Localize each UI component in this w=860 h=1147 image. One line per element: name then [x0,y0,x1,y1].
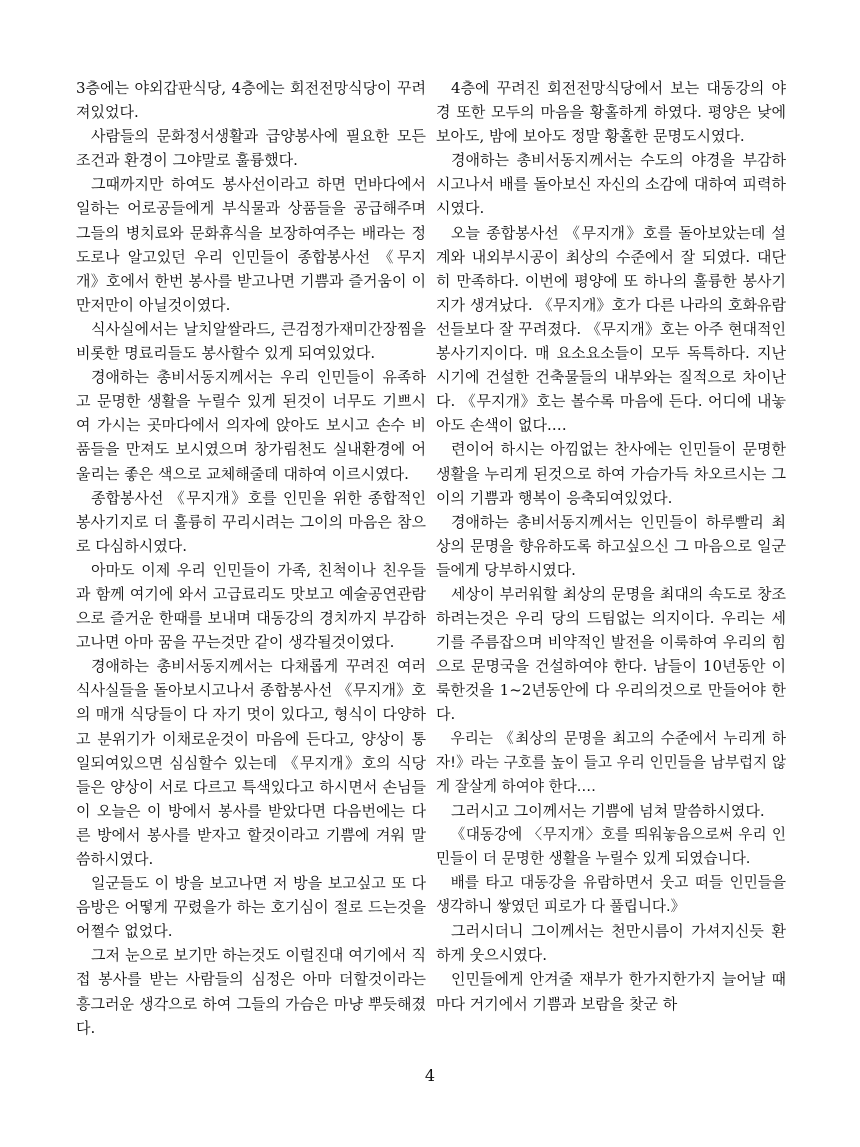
quoted-paragraph: 《대동강에 〈무지개〉호를 띄워놓음으로써 우리 인민들이 더 문명한 생활을 누릴수 있게 되였습니다. [436,825,786,867]
paragraph: 련이어 하시는 아낌없는 찬사에는 인민들이 문명한 생활을 누리게 된것으로 하여 가슴가득 차오르시는 그이의 기쁨과 행복이 응축되여있었다. [436,440,786,507]
right-text-column [436,76,786,1016]
paragraph: 일군들도 이 방을 보고나면 저 방을 보고싶고 또 다음방은 어떻게 꾸렸을가 하는 호기심이 절로 드는것을 어쩔수 없었다. [76,874,426,941]
paragraph: 그러시고 그이께서는 기쁨에 넘쳐 말씀하시였다. [451,801,765,820]
paragraph: 경애하는 총비서동지께서는 인민들이 하루빨리 최상의 문명을 향유하도록 하고싶으신 그 마음으로 일군들에게 당부하시였다. [436,512,786,579]
paragraph: 세상이 부러워할 최상의 문명을 최대의 속도로 창조하려는것은 우리 당의 드팀없는 의지이다. 우리는 세기를 주름잡으며 비약적인 발전을 이룩하여 우리의 힘으로 문명국을 건설하여야 한다. 남들이 10년동안 이룩한것을 1~2년동안에 다 우리의것으로 만들어야 한다. [436,584,786,724]
paragraph: 종합봉사선 《무지개》호를 인민을 위한 종합적인 봉사기지로 더 훌륭히 꾸리시려는 그이의 마음은 참으로 다심하시였다. [76,488,426,555]
paragraph: 경애하는 총비서동지께서는 우리 인민들이 유족하고 문명한 생활을 누릴수 있게 된것이 너무도 기쁘시여 가시는 곳마다에서 의자에 앉아도 보시고 손수 비품들을 만져도 보시였으며 창가림천도 실내환경에 어울리는 좋은 색으로 교체해줄데 대하여 이르시였다. [76,368,426,483]
paragraph: 그러시더니 그이께서는 천만시름이 가셔지신듯 환하게 웃으시였다. [436,922,786,965]
paragraph: 그때까지만 하여도 봉사선이라고 하면 먼바다에서 일하는 어로공들에게 부식물과 상품들을 공급해주며 그들의 병치료와 문화휴식을 보장하여주는 배라는 정도로나 알고있던 우리 인민들이 종합봉사선 《무지개》호에서 한번 봉사를 받고나면 기쁨과 즐거움이 이만저만이 아닐것이였다. [76,175,426,314]
paragraph: 3층에는 야외갑판식당, 4층에는 회전전망식당이 꾸려져있었다. [76,79,426,122]
quoted-paragraph: 우리는 《최상의 문명을 최고의 수준에서 누리게 하자!》라는 구호를 높이 들고 우리 인민들을 남부럽지 않게 잘살게 하여야 한다.… [436,729,786,795]
paragraph: 경애하는 총비서동지께서는 수도의 야경을 부감하시고나서 배를 돌아보신 자신의 소감에 대하여 피력하시였다. [436,151,786,218]
paragraph: 아마도 이제 우리 인민들이 가족, 친척이나 친우들과 함께 여기에 와서 고급료리도 맛보고 예술공연관람으로 즐거운 한때를 보내며 대동강의 경치까지 부감하고나면 아마 꿈을 꾸는것만 같이 생각될것이였다. [76,560,426,652]
page-number: 4 [424,1066,436,1085]
left-text-column [76,76,426,1040]
paragraph: 4층에 꾸려진 회전전망식당에서 보는 대동강의 야경 또한 모두의 마음을 황홀하게 하였다. 평양은 낮에 보아도, 밤에 보아도 정말 황홀한 문명도시였다. [436,79,786,146]
paragraph: 경애하는 총비서동지께서는 다채롭게 꾸려진 여러 식사실들을 돌아보시고나서 종합봉사선 《무지개》호의 매개 식당들이 다 자기 멋이 있다고, 형식이 다양하고 분위기가 이채로운것이 마음에 든다고, 양상이 통일되여있으면 심심할수 있는데 《무지개》호의 식당들은 양상이 서로 다르고 특색있다고 하시면서 손님들이 오늘은 이 방에서 봉사를 받았다면 다음번에는 다른 방에서 봉사를 받자고 할것이라고 기쁨에 겨워 말씀하시였다. [76,657,426,868]
paragraph: 오늘 종합봉사선 《무지개》호를 돌아보았는데 설계와 내외부시공이 최상의 수준에서 잘 되였다. 대단히 만족하다. 이번에 평양에 또 하나의 훌륭한 봉사기지가 생겨났다. 《무지개》호가 다른 나라의 호화유람선들보다 잘 꾸려졌다. 《무지개》호는 아주 현대적인 봉사기지이다. 매 요소요소들이 모두 독특하다. 지난 시기에 건설한 건축물들의 내부와는 질적으로 차이난다. 《무지개》호는 볼수록 마음에 든다. 어디에 내놓아도 손색이 없다.… [436,223,786,435]
paragraph: 인민들에게 안겨줄 재부가 한가지한가지 늘어날 때마다 거기에서 기쁨과 보람을 찾군 하 [436,970,786,1013]
quoted-paragraph: 배를 타고 대동강을 유람하면서 웃고 떠들 인민들을 생각하니 쌓였던 피로가 다 풀립니다.》 [436,874,786,916]
paragraph: 사람들의 문화정서생활과 급양봉사에 필요한 모든 조건과 환경이 그야말로 훌륭했다. [76,127,426,170]
paragraph: 그저 눈으로 보기만 하는것도 이럴진대 여기에서 직접 봉사를 받는 사람들의 심정은 아마 더할것이라는 흥그러운 생각으로 하여 그들의 가슴은 마냥 뿌듯해졌다. [76,946,426,1037]
paragraph: 식사실에서는 날치알쌀라드, 큰검정가재미간장찜을 비롯한 명료리들도 봉사할수 있게 되여있었다. [76,319,426,363]
